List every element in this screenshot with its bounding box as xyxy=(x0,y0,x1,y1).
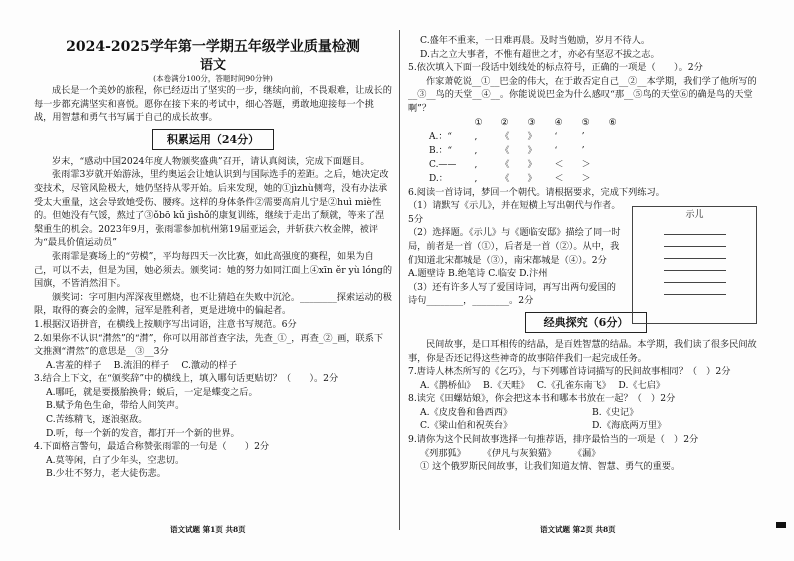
corner-mark xyxy=(776,522,786,528)
question-3: 3.结合上下文，在“颁奖辞”中的横线上，填入哪句话更贴切？（ ）。2分 xyxy=(34,373,339,385)
question-7: 7.唐诗人林杰所写的《乞巧》，与下列哪首诗词描写的民间故事相同？（ ）2分 xyxy=(408,366,731,378)
cell: 》 xyxy=(527,159,537,170)
cell: ＜ xyxy=(554,159,564,170)
q3-option-c[interactable]: C.苦练精飞，逐浪驱敌。 xyxy=(46,414,148,426)
q5-option-a[interactable] xyxy=(420,130,626,144)
answer-line[interactable] xyxy=(664,223,726,235)
cell: B.：“ xyxy=(429,145,453,156)
q5-option-c[interactable] xyxy=(420,158,626,172)
answer-line[interactable] xyxy=(664,247,726,259)
paragraph-2: 张雨霏3岁就开始游泳，里约奥运会让她认识到与国际选手的差距。之后，她决定改变技术，尽管风险极大，她仍坚持从零开始。后来发现，她的①jìzhù侧弯，没有办法承受太大重量，这会导致她受伤、腰疼。这样的身体条件②需要高肩儿宁是②huì miè性的。但她没有气馁，熬过了③ǒbō kǔ jìshǒ的康复训练，继续于走出了颓就，等来了涅槃重生的机会。2023年9月，张雨霏参加杭州第19届亚运会，并斩获六枚金牌，被评为“最具价值运动员” xyxy=(34,169,389,249)
poem-answer-box[interactable] xyxy=(632,206,757,324)
q8-options-row-1 xyxy=(408,406,764,420)
cell: , xyxy=(474,131,478,142)
q6-option-d[interactable]: D.汴州 xyxy=(519,268,548,280)
section-heading-2: 经典探究（6分） xyxy=(525,312,647,333)
intro-text: 成长是一个美妙的旅程，你已经迈出了坚实的一步，继续向前，不畏艰难，让成长的每一步都充满坚实和喜悦。愿你在接下来的考试中，细心答题，勇敢地迎接每一个挑战，用智慧和勇气书写属于自己的成长故事。 xyxy=(34,85,392,124)
cell: , xyxy=(474,173,478,184)
cell: 《 xyxy=(500,159,510,170)
question-8: 8.读完《田螺姑娘》，你会把这本书和哪本书放在一起？（ ）2分 xyxy=(408,393,676,405)
q9-books xyxy=(408,447,764,461)
answer-line[interactable] xyxy=(664,283,726,295)
q7-option-c[interactable]: C.《孔雀东南飞》 xyxy=(536,379,607,391)
q9-book-2: 《伊凡与灰狼猫》 xyxy=(482,447,552,459)
cell: 《 xyxy=(500,145,510,156)
cell: D.： xyxy=(429,173,448,184)
footer-page-2: 语文试题 第2页 共8页 xyxy=(540,525,616,534)
q8-option-b[interactable]: B.《史记》 xyxy=(592,406,639,418)
q5-head: ③ xyxy=(527,117,536,128)
q2-options xyxy=(34,359,392,373)
cell: 》 xyxy=(527,131,537,142)
cell: ’ xyxy=(581,131,585,142)
paragraph-5: 民间故事，是口耳相传的结晶，是百姓智慧的结晶。本学期，我们读了很多民间故事，你是否还记得这些神奇的故事陪伴我们一起完成任务。 xyxy=(408,338,757,364)
q9-statement-1: ① 这个俄罗斯民间故事，让我们知道友情、智慧、勇气的重要。 xyxy=(420,461,681,473)
q3-option-a[interactable]: A.哪吒，就是要摄胎换骨；蜕后，一定是蝶变之后。 xyxy=(46,386,258,398)
q5-header-row xyxy=(420,116,626,130)
q9-book-3: 《漏》 xyxy=(572,447,601,459)
question-2: 2.如果你不认识“潸然”的“潸”，你可以用部首查字法，先查_①_，再查_②_画，联系下文推测“潸然”的意思是__③__3分 xyxy=(34,332,384,358)
cell: 》 xyxy=(527,145,537,156)
cell: ’ xyxy=(581,145,585,156)
q4-option-c[interactable]: C.盛年不重来，一日难再晨。及时当勉励，岁月不待人。 xyxy=(420,35,651,46)
answer-line[interactable] xyxy=(664,259,726,271)
cell: 《 xyxy=(500,173,510,184)
question-5: 5.依次填入下面一段话中划线处的标点符号，正确的一项是（ ）。2分 xyxy=(408,62,703,74)
q5-head: ① xyxy=(474,117,483,128)
left-page xyxy=(34,34,392,481)
question-1: 1.根据汉语拼音，在横线上按顺序写出词语，注意书写规范。6分 xyxy=(34,318,297,330)
answer-line[interactable] xyxy=(664,271,726,283)
cell: , xyxy=(474,159,478,170)
q5-options-table xyxy=(420,116,626,186)
q4-option-a[interactable]: A.莫等闲，白了少年头，空悲切。 xyxy=(46,454,185,466)
paragraph-3: 张雨霏是赛场上的“劳模”，平均每四天一次比赛，如此高强度的赛程，如果为自己，可以不去，但是为国，她必须去。颁奖词：她的努力如同江面上④xīn ěr yù lóng的国旗，不皆消然泪下。 xyxy=(34,250,393,290)
q7-option-b[interactable]: B.《天畦》 xyxy=(483,379,525,391)
cell: , xyxy=(474,145,478,156)
q2-option-b[interactable]: B.流泪的样子 xyxy=(113,359,170,371)
q8-options-row-2 xyxy=(408,419,764,433)
cell: ＜ xyxy=(554,173,564,184)
q5-option-d[interactable] xyxy=(420,172,626,186)
q6-part-3: （3）还有许多人写了爱国诗词，再写出两句爱国的诗句________，________。2分 xyxy=(408,281,616,307)
question-9: 9.请你为这个民间故事选择一句推荐语，排序最恰当的一项是（ ）2分 xyxy=(408,434,699,446)
cell: ＞ xyxy=(581,173,591,184)
page-divider xyxy=(399,30,400,530)
answer-line[interactable] xyxy=(664,235,726,247)
section-heading-1: 积累运用（24分） xyxy=(152,129,274,150)
subject-title: 语文 xyxy=(199,58,226,73)
q6-part-1: （1）请默写《示儿》，并在短横上写出朝代与作者。5分 xyxy=(408,200,621,225)
q6-option-b[interactable]: B.绝笔诗 xyxy=(448,268,486,280)
cell: ‘ xyxy=(554,145,558,156)
cell: 》 xyxy=(527,173,537,184)
q9-book-1: 《列那狐》 xyxy=(420,447,462,459)
q6-option-a[interactable]: A.题壁诗 xyxy=(408,268,446,280)
question-4: 4.下面格言警句，最适合称赞张雨霏的一句是（ ）2分 xyxy=(34,441,270,453)
exam-title: 2024-2025学年第一学期五年级学业质量检测 xyxy=(66,39,360,55)
cell: ＞ xyxy=(581,159,591,170)
q7-options xyxy=(408,379,764,393)
q8-option-a[interactable]: A.《皮皮鲁和鲁西西》 xyxy=(420,406,513,418)
q3-option-d[interactable]: D.听，每一个新的发音，都打开一个新的世界。 xyxy=(46,427,240,439)
q6-part-2: （2）选择题。《示儿》与《题临安邸》描绘了同一时局，前者是一首（①），后者是一首（②）。从中，我们知道北宋都城是（③），南宋都城是（④）。2分 xyxy=(408,227,621,266)
q8-option-d[interactable]: D.《海底两万里》 xyxy=(592,420,667,432)
q8-option-c[interactable]: C.《梁山伯和祝英台》 xyxy=(420,420,513,432)
score-note: (本卷满分100分，答题时间90分钟) xyxy=(153,74,273,83)
question-6: 6.阅读一首诗词，梦回一个朝代。请根据要求，完成下列练习。 xyxy=(408,186,665,198)
poem-title: 示儿 xyxy=(685,210,704,220)
q5-head: ⑤ xyxy=(581,117,590,128)
q5-head: ② xyxy=(500,117,509,128)
q6-options xyxy=(408,267,623,281)
q5-passage: 作家萧乾说__①__巴金的伟大，在于敢否定自己__②__本学期，我们学了他所写的__③__鸟的天堂__④__。你能说说巴金为什么感叹“那__⑤鸟的天堂⑥的确是鸟的天堂啊”？ xyxy=(408,75,757,114)
q3-option-b[interactable]: B.赋予角色生命，带给人间笑声。 xyxy=(46,400,185,412)
q5-head: ⑥ xyxy=(608,117,617,128)
paragraph-1: 岁末，“感动中国2024年度人物颁奖盛典”召开，请认真阅读，完成下面题目。 xyxy=(52,155,370,167)
q2-option-a[interactable]: A.害羞的样子 xyxy=(46,359,102,371)
footer-page-1: 语文试题 第1页 共8页 xyxy=(170,525,246,534)
cell: ‘ xyxy=(554,131,558,142)
q4-option-b[interactable]: B.少壮不努力，老大徒伤悲。 xyxy=(46,468,166,480)
q2-option-c[interactable]: C.激动的样子 xyxy=(181,359,237,371)
cell: C.—— xyxy=(429,159,457,170)
q4-option-d[interactable]: D.古之立大事者，不惟有超世之才，亦必有坚忍不拔之志。 xyxy=(420,48,660,60)
q6-option-c[interactable]: C.临安 xyxy=(488,268,517,280)
q7-option-d[interactable]: D.《七启》 xyxy=(618,379,666,391)
q7-option-a[interactable]: A.《鹊桥仙》 xyxy=(420,379,471,391)
paragraph-4: 颁奖词：字可胆内浑深夜里燃烧，也不让猜趋在失败中沉沦。________探索运动的极限，取得的赛会的金牌，冠军是胜利者，更是进境中的偏起者。 xyxy=(34,291,392,317)
q5-head: ④ xyxy=(554,117,563,128)
cell: A.：“ xyxy=(429,131,452,142)
q5-option-b[interactable] xyxy=(420,144,626,158)
cell: 《 xyxy=(500,131,510,142)
